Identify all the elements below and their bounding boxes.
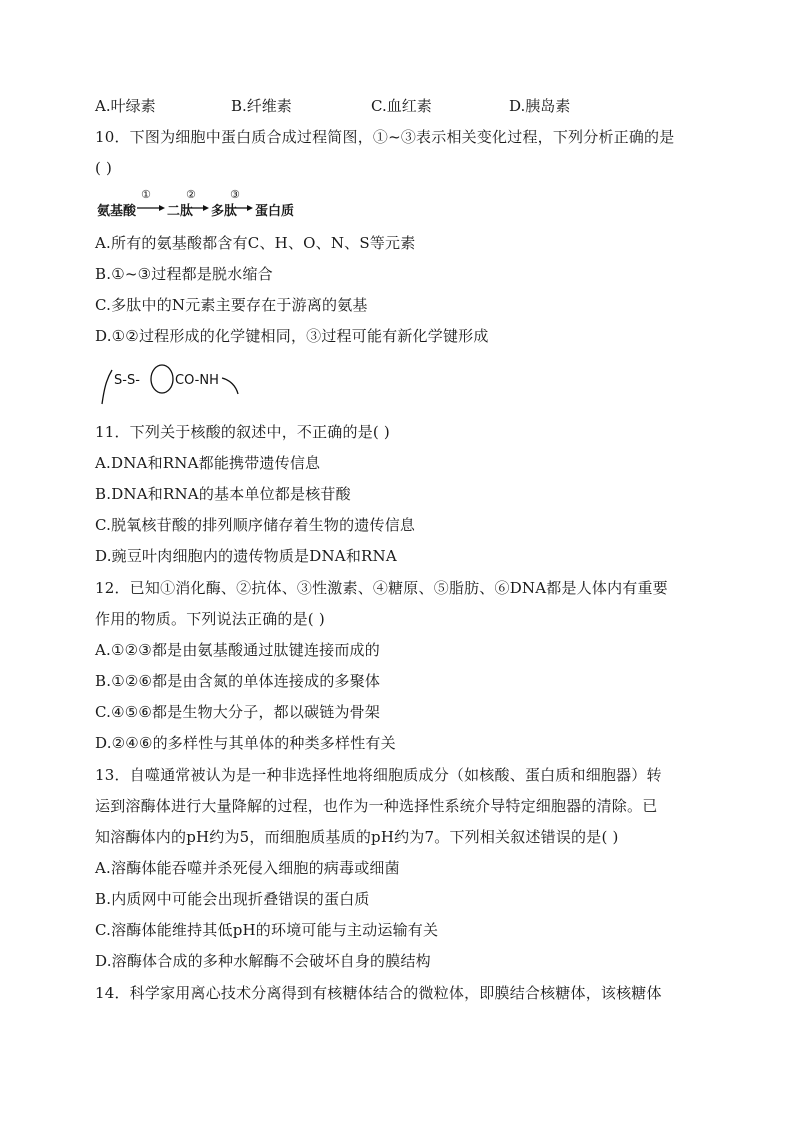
- q11-stem: 11．下列关于核酸的叙述中，不正确的是( ): [95, 423, 390, 441]
- q9-option-a: A.叶绿素: [95, 97, 156, 115]
- q9-options: [95, 95, 715, 117]
- q10-option-a: A.所有的氨基酸都含有C、H、O、N、S等元素: [95, 234, 416, 252]
- scheme-step-3: ③: [230, 188, 240, 201]
- q10-option-b: B.①~③过程都是脱水缩合: [95, 265, 273, 283]
- q9-option-c: C.血红素: [371, 97, 432, 115]
- q12-option-c: C.④⑤⑥都是生物大分子，都以碳链为骨架: [95, 703, 381, 721]
- q12-stem-line2: 作用的物质。下列说法正确的是( ): [95, 610, 325, 628]
- q11-option-d: D.豌豆叶肉细胞内的遗传物质是DNA和RNA: [95, 547, 397, 565]
- q13-option-d: D.溶酶体合成的多种水解酶不会破坏自身的膜结构: [95, 952, 431, 970]
- q13-stem-line2: 运到溶酶体进行大量降解的过程，也作为一种选择性系统介导特定细胞器的清除。已: [95, 797, 658, 815]
- q11-option-c: C.脱氧核苷酸的排列顺序储存着生物的遗传信息: [95, 516, 416, 534]
- q9-option-b: B.纤维素: [231, 97, 292, 115]
- q12-stem-line1: 12．已知①消化酶、②抗体、③性激素、④糖原、⑤脂肪、⑥DNA都是人体内有重要: [95, 579, 668, 597]
- peptide-ring: [151, 365, 173, 393]
- q13-option-b: B.内质网中可能会出现折叠错误的蛋白质: [95, 890, 370, 908]
- scheme-protein: 蛋白质: [255, 204, 295, 219]
- q10-option-c: C.多肽中的N元素主要存在于游离的氨基: [95, 296, 368, 314]
- q11-option-b: B.DNA和RNA的基本单位都是核苷酸: [95, 485, 351, 503]
- peptide-structure-diagram: [98, 360, 248, 408]
- q13-option-c: C.溶酶体能维持其低pH的环境可能与主动运输有关: [95, 921, 439, 939]
- q9-option-d: D.胰岛素: [509, 97, 571, 115]
- scheme-amino-acid: 氨基酸: [97, 204, 137, 219]
- peptide-bond-label: CO-NH: [175, 373, 219, 388]
- protein-synthesis-scheme: [97, 190, 337, 220]
- q13-stem-line1: 13．自噬通常被认为是一种非选择性地将细胞质成分（如核酸、蛋白质和细胞器）转: [95, 766, 662, 784]
- scheme-dipeptide: 二肽: [167, 204, 194, 219]
- scheme-step-2: ②: [186, 188, 196, 201]
- q10-option-d: D.①②过程形成的化学键相同，③过程可能有新化学键形成: [95, 327, 489, 345]
- q14-stem-line1: 14．科学家用离心技术分离得到有核糖体结合的微粒体，即膜结合核糖体，该核糖体: [95, 984, 662, 1002]
- q12-option-d: D.②④⑥的多样性与其单体的种类多样性有关: [95, 734, 396, 752]
- scheme-polypeptide: 多肽: [211, 204, 238, 219]
- q10-stem-line2: ( ): [95, 159, 113, 177]
- scheme-step-1: ①: [141, 188, 151, 201]
- q12-option-a: A.①②③都是由氨基酸通过肽键连接而成的: [95, 641, 380, 659]
- disulfide-bond-label: S-S-: [114, 373, 140, 388]
- q10-stem-line1: 10．下图为细胞中蛋白质合成过程简图，①~③表示相关变化过程，下列分析正确的是: [95, 128, 675, 146]
- q11-option-a: A.DNA和RNA都能携带遗传信息: [95, 454, 321, 472]
- q12-option-b: B.①②⑥都是由含氮的单体连接成的多聚体: [95, 672, 381, 690]
- q13-stem-line3: 知溶酶体内的pH约为5，而细胞质基质的pH约为7。下列相关叙述错误的是( ): [95, 828, 619, 846]
- q13-option-a: A.溶酶体能吞噬并杀死侵入细胞的病毒或细菌: [95, 859, 400, 877]
